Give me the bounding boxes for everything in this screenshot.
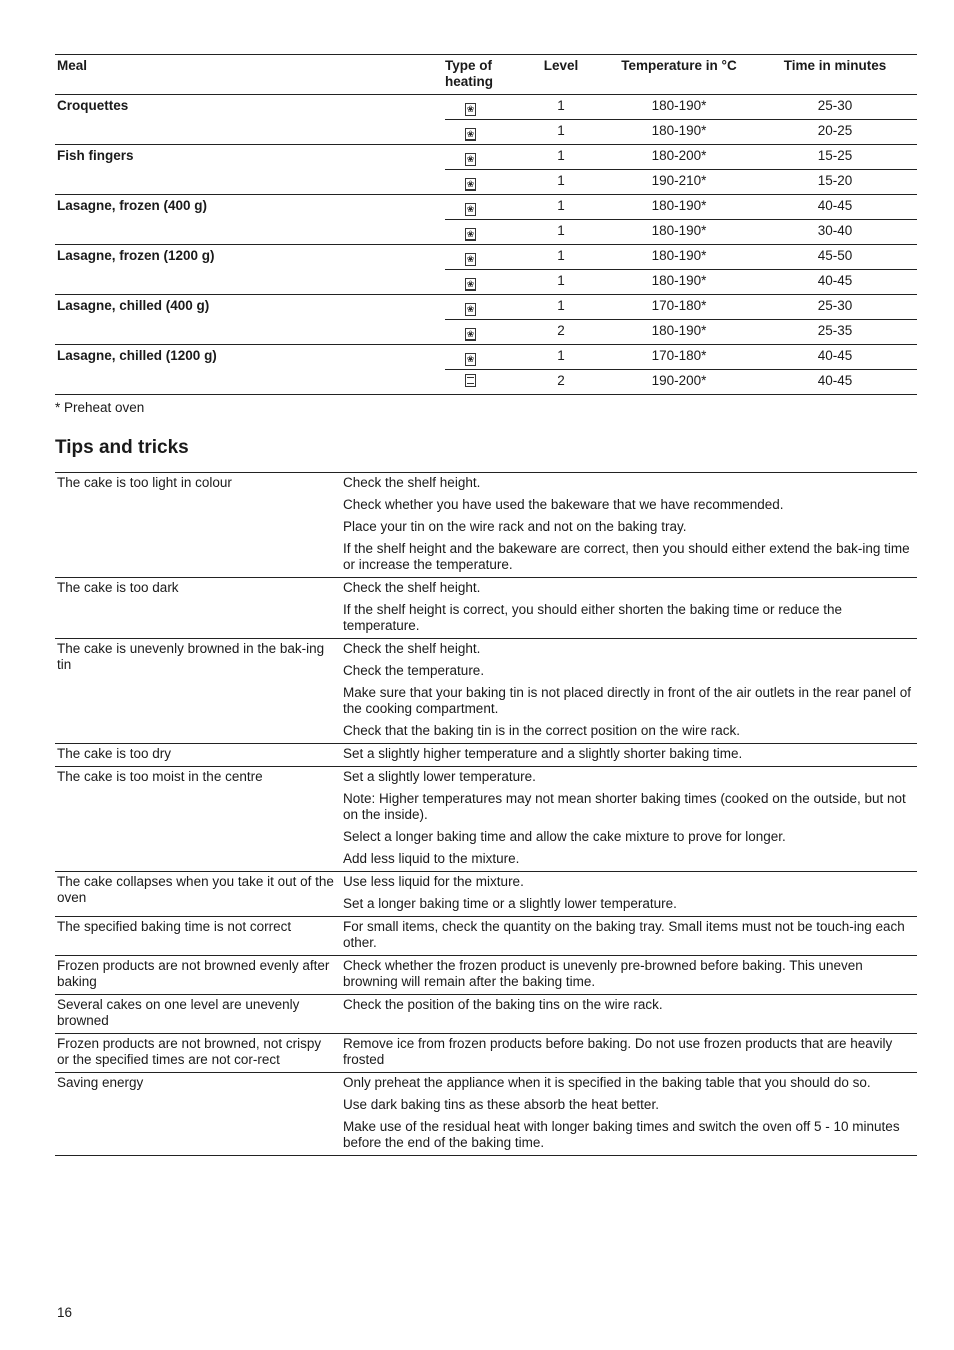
temperature-cell: 180-190*: [605, 195, 753, 220]
table-row: [55, 145, 917, 170]
heating-type-cell: [445, 220, 517, 245]
3d-hot-air-icon: ❀: [466, 204, 475, 214]
remedy-text: Use dark baking tins as these absorb the heat better.: [343, 1097, 659, 1112]
temperature-cell: 180-190*: [605, 220, 753, 245]
level-cell: 1: [517, 245, 605, 270]
level-cell: 1: [517, 170, 605, 195]
remedy-cell: [341, 767, 917, 872]
level-cell: 1: [517, 220, 605, 245]
table-row: [55, 295, 917, 320]
remedy-text: Only preheat the appliance when it is specified in the baking table that you should do so.: [343, 1075, 871, 1090]
3d-hot-air-icon: ❀: [466, 304, 475, 314]
section-title: Tips and tricks: [55, 437, 189, 458]
tips-row: [55, 767, 917, 872]
problem-text: Saving energy: [55, 1073, 341, 1156]
table-row: [55, 370, 917, 395]
time-cell: 15-20: [753, 170, 917, 195]
3d-hot-air-icon: ❀: [466, 254, 475, 264]
3d-hot-air-icon: ❀: [466, 354, 475, 364]
remedy-cell: [341, 872, 917, 917]
remedy-text: Check the position of the baking tins on the wire rack.: [343, 997, 663, 1012]
time-cell: 40-45: [753, 270, 917, 295]
remedy-text: Set a slightly higher temperature and a slightly shorter baking time.: [343, 746, 743, 761]
temperature-cell: 190-200*: [605, 370, 753, 395]
meal-table-header: [55, 55, 917, 95]
tips-row: [55, 473, 917, 578]
remedy-text: For small items, check the quantity on the baking tray. Small items must not be touch-ing each other.: [343, 919, 905, 950]
top-bottom-heating-icon: [465, 374, 476, 387]
table-row: [55, 95, 917, 120]
table-row: [55, 220, 917, 245]
problem-text: The cake is too light in colour: [55, 473, 341, 578]
time-cell: 25-30: [753, 95, 917, 120]
meal-name: [55, 120, 445, 145]
temperature-cell: 180-190*: [605, 320, 753, 345]
tips-row: [55, 639, 917, 744]
problem-text: The cake is too moist in the centre: [55, 767, 341, 872]
meal-name: Lasagne, chilled (400 g): [55, 295, 445, 320]
meal-name: [55, 320, 445, 345]
level-cell: 1: [517, 270, 605, 295]
remedy-text: Set a longer baking time or a slightly lower temperature.: [343, 896, 677, 911]
meal-name: [55, 170, 445, 195]
footnote: * Preheat oven: [55, 400, 145, 415]
heating-type-cell: [445, 95, 517, 120]
heating-type-cell: [445, 295, 517, 320]
heating-type-cell: [445, 320, 517, 345]
remedy-text: Remove ice from frozen products before baking. Do not use frozen products that are heavily frosted: [343, 1036, 893, 1067]
time-cell: 40-45: [753, 345, 917, 370]
meal-name: Croquettes: [55, 95, 445, 120]
problem-text: The specified baking time is not correct: [55, 917, 341, 956]
meal-name: Fish fingers: [55, 145, 445, 170]
remedy-text: If the shelf height is correct, you should either shorten the baking time or reduce the temperature.: [343, 602, 843, 633]
heating-type-cell: [445, 170, 517, 195]
meal-name: Lasagne, frozen (1200 g): [55, 245, 445, 270]
hot-air-eco-icon: ❀: [466, 129, 475, 139]
table-row: [55, 170, 917, 195]
time-cell: 40-45: [753, 195, 917, 220]
hot-air-eco-icon: ❀: [466, 179, 475, 189]
heating-type-cell: [445, 345, 517, 370]
time-cell: 25-30: [753, 295, 917, 320]
remedy-text: Select a longer baking time and allow the cake mixture to prove for longer.: [343, 829, 786, 844]
remedy-cell: [341, 639, 917, 744]
temperature-cell: 190-210*: [605, 170, 753, 195]
remedy-cell: [341, 744, 917, 767]
problem-text: The cake is too dark: [55, 578, 341, 639]
level-cell: 1: [517, 145, 605, 170]
problem-text: Frozen products are not browned, not crispy or the specified times are not cor-rect: [55, 1034, 341, 1073]
remedy-text: Check the temperature.: [343, 663, 485, 678]
meal-table-body: [55, 95, 917, 395]
remedy-text: Check the shelf height.: [343, 641, 481, 656]
remedy-text: Add less liquid to the mixture.: [343, 851, 520, 866]
tips-table: [55, 472, 917, 1156]
meal-name: [55, 270, 445, 295]
time-cell: 30-40: [753, 220, 917, 245]
temperature-cell: 180-190*: [605, 270, 753, 295]
meal-name: Lasagne, chilled (1200 g): [55, 345, 445, 370]
tips-row: [55, 1034, 917, 1073]
tips-row: [55, 872, 917, 917]
level-cell: 2: [517, 320, 605, 345]
remedy-cell: [341, 956, 917, 995]
remedy-cell: [341, 578, 917, 639]
tips-row: [55, 956, 917, 995]
remedy-text: Note: Higher temperatures may not mean shorter baking times (cooked on the outside, but not on the inside).: [343, 791, 906, 822]
remedy-text: If the shelf height and the bakeware are correct, then you should either extend the bak-ing time or increase the temperature.: [343, 541, 910, 572]
temperature-cell: 180-190*: [605, 120, 753, 145]
header-type-of-heating: Type of heating: [445, 55, 517, 95]
remedy-text: Check the shelf height.: [343, 580, 481, 595]
page-number: 16: [57, 1305, 73, 1320]
remedy-text: Make use of the residual heat with longer baking times and switch the oven off 5 - 10 minutes before the end of the baking time.: [343, 1119, 900, 1150]
temperature-cell: 170-180*: [605, 345, 753, 370]
heating-type-cell: [445, 120, 517, 145]
level-cell: 1: [517, 120, 605, 145]
time-cell: 25-35: [753, 320, 917, 345]
problem-text: The cake is too dry: [55, 744, 341, 767]
problem-text: Frozen products are not browned evenly after baking: [55, 956, 341, 995]
level-cell: 1: [517, 95, 605, 120]
heating-type-cell: [445, 145, 517, 170]
problem-text: The cake is unevenly browned in the bak-ing tin: [55, 639, 341, 744]
time-cell: 20-25: [753, 120, 917, 145]
3d-hot-air-icon: ❀: [466, 104, 475, 114]
table-row: [55, 245, 917, 270]
meal-name: [55, 220, 445, 245]
table-row: [55, 345, 917, 370]
page: [55, 54, 917, 1156]
level-cell: 1: [517, 345, 605, 370]
heating-type-cell: [445, 195, 517, 220]
remedy-cell: [341, 1034, 917, 1073]
remedy-text: Place your tin on the wire rack and not on the baking tray.: [343, 519, 687, 534]
tips-row: [55, 917, 917, 956]
tips-row: [55, 578, 917, 639]
remedy-cell: [341, 995, 917, 1034]
header-time: Time in minutes: [753, 55, 917, 95]
remedy-text: Set a slightly lower temperature.: [343, 769, 536, 784]
level-cell: 1: [517, 195, 605, 220]
remedy-text: Check whether the frozen product is unevenly pre-browned before baking. This uneven browning will remain after the baking time.: [343, 958, 863, 989]
level-cell: 1: [517, 295, 605, 320]
hot-air-eco-icon: ❀: [466, 229, 475, 239]
remedy-text: Check the shelf height.: [343, 475, 481, 490]
time-cell: 45-50: [753, 245, 917, 270]
remedy-text: Make sure that your baking tin is not placed directly in front of the air outlets in the rear panel of the cooking compartment.: [343, 685, 912, 716]
table-row: [55, 195, 917, 220]
temperature-cell: 170-180*: [605, 295, 753, 320]
time-cell: 40-45: [753, 370, 917, 395]
table-row: [55, 270, 917, 295]
remedy-cell: [341, 917, 917, 956]
meal-name: [55, 370, 445, 395]
remedy-cell: [341, 473, 917, 578]
tips-row: [55, 1073, 917, 1156]
temperature-cell: 180-200*: [605, 145, 753, 170]
remedy-text: Use less liquid for the mixture.: [343, 874, 524, 889]
temperature-cell: 180-190*: [605, 95, 753, 120]
time-cell: 15-25: [753, 145, 917, 170]
tips-row: [55, 744, 917, 767]
table-row: [55, 320, 917, 345]
heating-type-cell: [445, 370, 517, 395]
tips-table-body: [55, 473, 917, 1156]
table-row: [55, 120, 917, 145]
level-cell: 2: [517, 370, 605, 395]
tips-row: [55, 995, 917, 1034]
meal-name: Lasagne, frozen (400 g): [55, 195, 445, 220]
header-meal: Meal: [55, 55, 445, 95]
hot-air-eco-icon: ❀: [466, 329, 475, 339]
heating-type-cell: [445, 245, 517, 270]
3d-hot-air-icon: ❀: [466, 154, 475, 164]
temperature-cell: 180-190*: [605, 245, 753, 270]
remedy-text: Check whether you have used the bakeware that we have recommended.: [343, 497, 784, 512]
problem-text: Several cakes on one level are unevenly browned: [55, 995, 341, 1034]
remedy-text: Check that the baking tin is in the correct position on the wire rack.: [343, 723, 740, 738]
heating-type-cell: [445, 270, 517, 295]
header-temperature: Temperature in °C: [605, 55, 753, 95]
meal-table: [55, 54, 917, 395]
problem-text: The cake collapses when you take it out of the oven: [55, 872, 341, 917]
header-level: Level: [517, 55, 605, 95]
hot-air-eco-icon: ❀: [466, 279, 475, 289]
remedy-cell: [341, 1073, 917, 1156]
